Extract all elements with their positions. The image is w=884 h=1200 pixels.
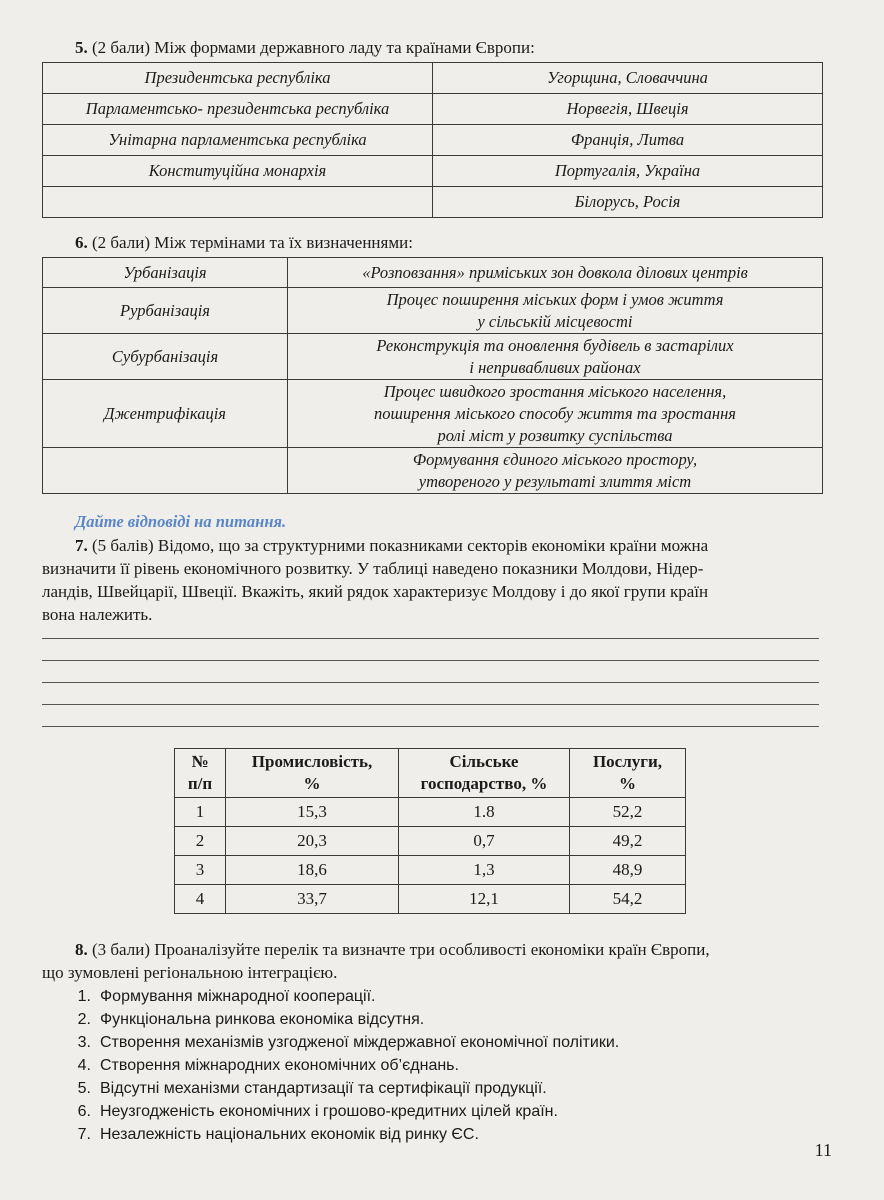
table-row	[175, 798, 686, 827]
q5-right-cell: Франція, Литва	[433, 125, 823, 156]
q6-title	[75, 233, 413, 253]
q6-definition-line: «Розповзання» приміських зон довкола ділових центрів	[362, 262, 748, 282]
row-number: 4	[175, 885, 226, 914]
q6-definition-line: Реконструкція та оновлення будівель в застарілих	[376, 335, 734, 355]
q6-term-cell	[43, 448, 288, 494]
q6-term-cell: Субурбанізація	[43, 334, 288, 380]
q6-definition-cell	[288, 288, 823, 334]
q5-number: 5.	[75, 38, 88, 57]
q6-definition-line: у сільській місцевості	[477, 311, 633, 331]
item-number: 3.	[77, 1034, 91, 1051]
q6-definition-line: ролі міст у розвитку суспільства	[437, 425, 673, 445]
table-row	[43, 156, 823, 187]
q5-right-cell: Португалія, Україна	[433, 156, 823, 187]
item-number: 1.	[77, 988, 91, 1005]
services-value: 49,2	[570, 827, 686, 856]
q7-line: вона належить.	[42, 605, 153, 624]
q7-line: визначити її рівень економічного розвитку. У таблиці наведено показники Молдови, Нідер-	[42, 559, 704, 578]
item-number: 7.	[77, 1126, 91, 1143]
agriculture-value: 12,1	[399, 885, 570, 914]
list-item[interactable]	[42, 1077, 619, 1100]
industry-value: 20,3	[226, 827, 399, 856]
q8-text	[42, 938, 823, 984]
q6-definition-line: Формування єдиного міського простору,	[412, 449, 698, 469]
agriculture-value: 1.8	[399, 798, 570, 827]
row-number: 3	[175, 856, 226, 885]
list-item[interactable]	[42, 1123, 619, 1146]
q7-text	[42, 534, 823, 626]
table-header-row	[175, 749, 686, 798]
q7-number: 7.	[75, 536, 88, 555]
q6-text: (2 бали) Між термінами та їх визначеннями:	[92, 233, 413, 252]
item-number: 4.	[77, 1057, 91, 1074]
agriculture-value: 1,3	[399, 856, 570, 885]
item-text: Формування міжнародної кооперації.	[100, 988, 376, 1005]
table-row	[43, 63, 823, 94]
q8-options-list	[42, 985, 619, 1146]
table-row	[43, 334, 823, 380]
table-row	[43, 288, 823, 334]
q5-left-cell: Парламентсько- президентська республіка	[43, 94, 433, 125]
list-item[interactable]	[42, 1100, 619, 1123]
item-text: Створення міжнародних економічних об’єднань.	[100, 1057, 459, 1074]
q6-definition-line: утвореного у результаті злиття міст	[418, 471, 692, 491]
item-text: Незалежність національних економік від ринку ЄС.	[100, 1126, 479, 1143]
q7-economy-table	[174, 748, 686, 914]
table-row	[43, 94, 823, 125]
table-row	[43, 187, 823, 218]
item-number: 2.	[77, 1011, 91, 1028]
table-row	[175, 856, 686, 885]
q6-definition-line: Процес швидкого зростання міського населення,	[383, 381, 727, 401]
q6-definition-line: Процес поширення міських форм і умов життя	[386, 289, 724, 309]
list-item[interactable]	[42, 1054, 619, 1077]
item-text: Функціональна ринкова економіка відсутня.	[100, 1011, 425, 1028]
col-header-services: Послуги, %	[570, 749, 686, 798]
item-text: Відсутні механізми стандартизації та сертифікації продукції.	[100, 1080, 547, 1097]
q8-line: що зумовлені регіональною інтеграцією.	[42, 963, 338, 982]
industry-value: 15,3	[226, 798, 399, 827]
col-header-number: № п/п	[175, 749, 226, 798]
row-number: 1	[175, 798, 226, 827]
answer-line[interactable]	[42, 704, 819, 705]
services-value: 52,2	[570, 798, 686, 827]
table-row	[43, 258, 823, 288]
item-text: Неузгодженість економічних і грошово-кредитних цілей країн.	[100, 1103, 558, 1120]
q5-right-cell: Угорщина, Словаччина	[433, 63, 823, 94]
q8-line: (3 бали) Проаналізуйте перелік та визначте три особливості економіки країн Європи,	[92, 940, 710, 959]
services-value: 48,9	[570, 856, 686, 885]
industry-value: 18,6	[226, 856, 399, 885]
industry-value: 33,7	[226, 885, 399, 914]
col-header-industry: Промисловість, %	[226, 749, 399, 798]
q6-definition-cell	[288, 258, 823, 288]
q6-term-cell: Урбанізація	[43, 258, 288, 288]
q7-line: (5 балів) Відомо, що за структурними показниками секторів економіки країни можна	[92, 536, 709, 555]
q5-left-cell	[43, 187, 433, 218]
q6-definition-line: і непривабливих районах	[469, 357, 641, 377]
q5-matching-table	[42, 62, 823, 218]
table-row	[175, 885, 686, 914]
q5-left-cell: Конституційна монархія	[43, 156, 433, 187]
item-number: 6.	[77, 1103, 91, 1120]
table-row	[43, 125, 823, 156]
answer-line[interactable]	[42, 638, 819, 639]
q6-number: 6.	[75, 233, 88, 252]
q5-title	[75, 38, 535, 58]
services-value: 54,2	[570, 885, 686, 914]
list-item[interactable]	[42, 985, 619, 1008]
section-heading: Дайте відповіді на питання.	[75, 512, 287, 531]
answer-line[interactable]	[42, 682, 819, 683]
answer-line[interactable]	[42, 726, 819, 727]
list-item[interactable]	[42, 1008, 619, 1031]
page-number: 11	[814, 1140, 832, 1160]
q6-matching-table	[42, 257, 823, 494]
q8-number: 8.	[75, 940, 88, 959]
q5-left-cell: Унітарна парламентська республіка	[43, 125, 433, 156]
agriculture-value: 0,7	[399, 827, 570, 856]
q6-definition-cell	[288, 334, 823, 380]
row-number: 2	[175, 827, 226, 856]
q7-line: ландів, Швейцарії, Швеції. Вкажіть, який рядок характеризує Молдову і до якої групи країн	[42, 582, 709, 601]
q6-term-cell: Джентрифікація	[43, 380, 288, 448]
list-item[interactable]	[42, 1031, 619, 1054]
table-row	[43, 448, 823, 494]
q6-definition-line: поширення міського способу життя та зростання	[374, 403, 736, 423]
answer-line[interactable]	[42, 660, 819, 661]
item-number: 5.	[77, 1080, 91, 1097]
q5-right-cell: Норвегія, Швеція	[433, 94, 823, 125]
q5-left-cell: Президентська республіка	[43, 63, 433, 94]
q6-definition-cell	[288, 448, 823, 494]
col-header-agriculture: Сільське господарство, %	[399, 749, 570, 798]
q6-definition-cell	[288, 380, 823, 448]
table-row	[175, 827, 686, 856]
item-text: Створення механізмів узгодженої міждержавної економічної політики.	[100, 1034, 620, 1051]
table-row	[43, 380, 823, 448]
q6-term-cell: Рурбанізація	[43, 288, 288, 334]
q5-right-cell: Білорусь, Росія	[433, 187, 823, 218]
q5-text: (2 бали) Між формами державного ладу та країнами Європи:	[92, 38, 535, 57]
